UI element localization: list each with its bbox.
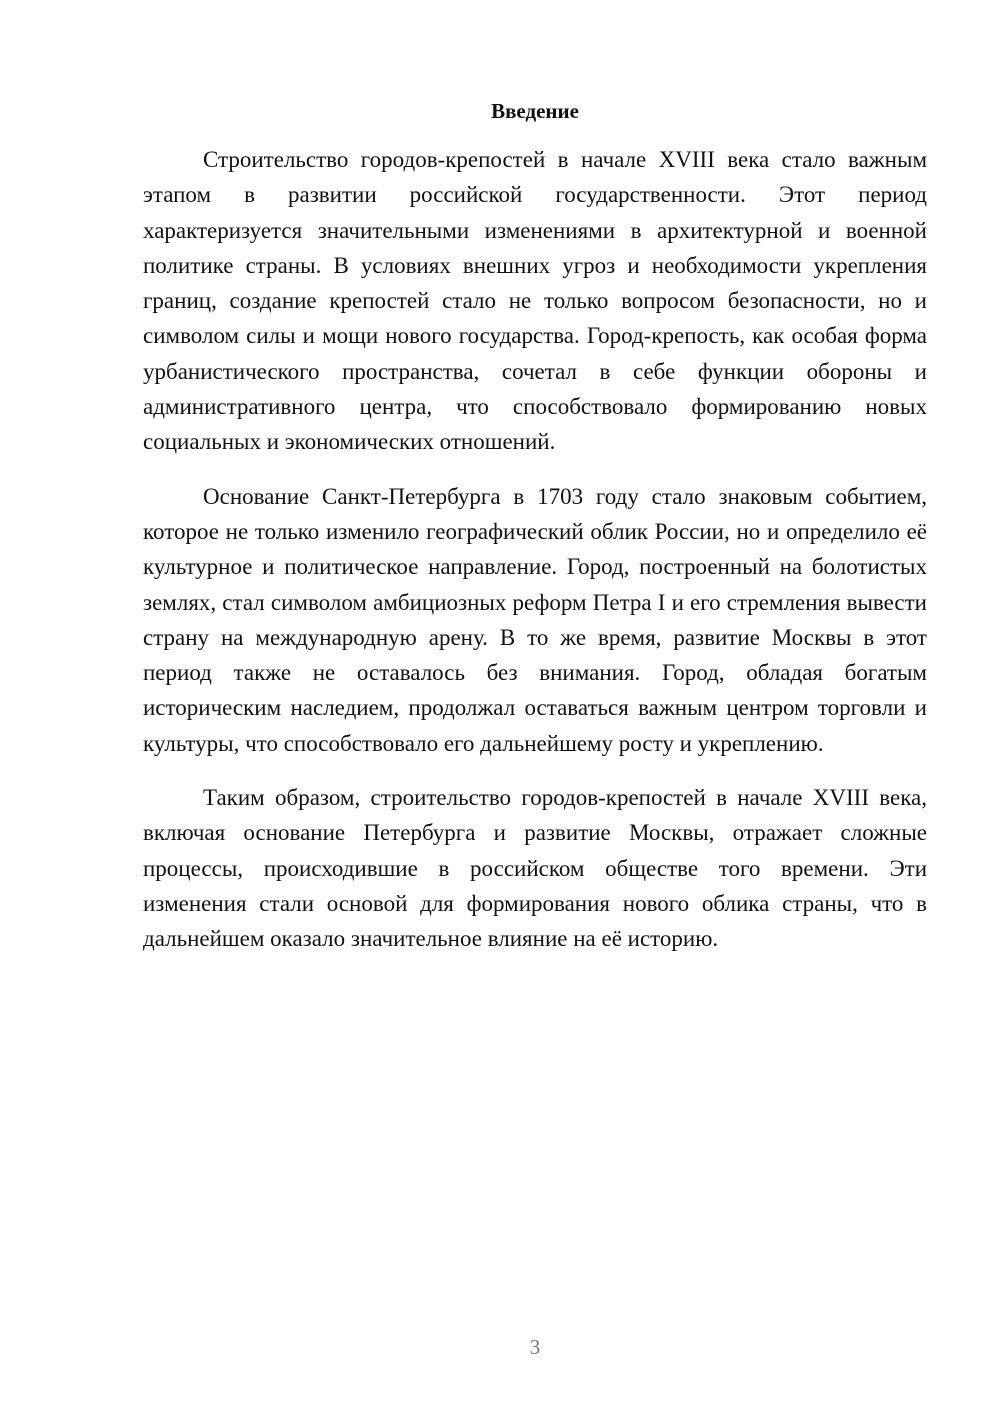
paragraph-2: Основание Санкт-Петербурга в 1703 году стало знаковым событием, которое не только изменило географический облик России, но и определило её культурное и политическое направление. Город, построенный на болотистых землях, стал символом амбициозных реформ Петра I и его стремления вывести страну на международную арену. В то же время, развитие Москвы в этот период также не оставалось без внимания. Город, обладая богатым историческим наследием, продолжал оставаться важным центром торговли и культуры, что способствовало его дальнейшему росту и укреплению. — [143, 483, 927, 756]
paragraph-1: Строительство городов-крепостей в начале XVIII века стало важным этапом в развитии российской государственности. Этот период характеризуется значительными изменениями в архитектурной и военной политике страны. В условиях внешних угроз и необходимости укрепления границ, создание крепостей стало не только вопросом безопасности, но и символом силы и мощи нового государства. Город-крепость, как особая форма урбанистического пространства, сочетал в себе функции обороны и административного центра, что способствовало формированию новых социальных и экономических отношений. — [143, 147, 927, 455]
paragraph-3: Таким образом, строительство городов-крепостей в начале XVIII века, включая основание Петербурга и развитие Москвы, отражает сложные процессы, происходившие в российском обществе того времени. Эти изменения стали основой для формирования нового облика страны, что в дальнейшем оказало значительное влияние на её историю. — [143, 785, 927, 952]
page-title: Введение — [491, 99, 579, 123]
document-body — [143, 142, 927, 957]
page-number: 3 — [529, 1335, 541, 1359]
